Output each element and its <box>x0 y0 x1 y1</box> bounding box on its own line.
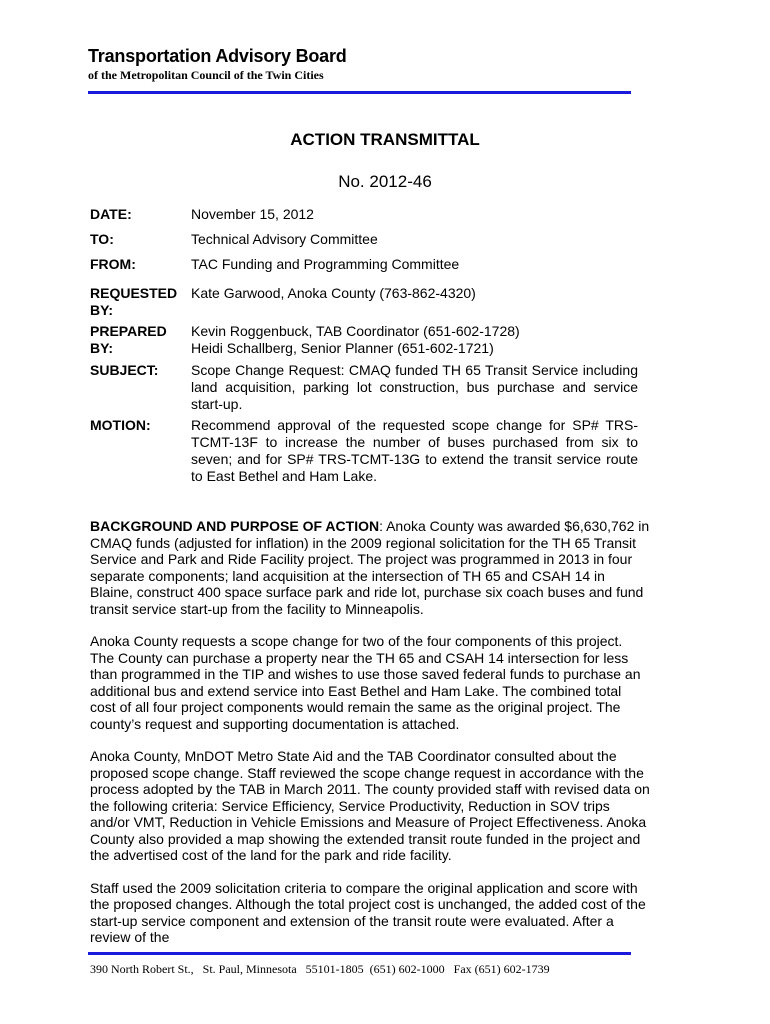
field-subject <box>90 362 638 417</box>
document-body <box>90 518 650 962</box>
transmittal-fields <box>90 206 638 485</box>
motion-label: MOTION: <box>90 417 151 433</box>
header-divider <box>88 91 631 94</box>
date-label: DATE: <box>90 206 132 222</box>
evaluation-paragraph: Staff used the 2009 solicitation criteria to compare the original application and score with the proposed changes. Although the total project cost is unchanged, the added cost of the start-up service component and extension of the transit route were evaluated. After a review of the <box>90 879 646 945</box>
field-to <box>90 231 638 256</box>
prepared-by-value-line1: Kevin Roggenbuck, TAB Coordinator (651-602-1728) <box>191 323 520 339</box>
from-value: TAC Funding and Programming Committee <box>191 256 460 272</box>
motion-value: Recommend approval of the requested scope change for SP# TRS-TCMT-13F to increase the number of buses purchased from six to seven; and for SP# TRS-TCMT-13G to extend the transit service route to East Bethel and Ham Lake. <box>191 417 638 484</box>
requested-by-label-line1: REQUESTED <box>90 285 178 301</box>
prepared-by-label <box>90 323 191 362</box>
prepared-by-label-line1: PREPARED <box>90 323 167 339</box>
footer-address: 390 North Robert St., St. Paul, Minnesota 55101-1805 (651) 602-1000 Fax (651) 602-1739 <box>90 962 550 976</box>
organization-title: Transportation Advisory Board <box>88 46 347 66</box>
background-paragraph <box>90 518 650 617</box>
field-motion <box>90 417 638 485</box>
prepared-by-label-line2: BY: <box>90 340 114 356</box>
date-value: November 15, 2012 <box>191 206 314 222</box>
subject-value: Scope Change Request: CMAQ funded TH 65 Transit Service including land acquisition, parking lot construction, bus purchase and service start-up. <box>191 362 638 412</box>
document-title: ACTION TRANSMITTAL <box>290 130 480 149</box>
background-heading: BACKGROUND AND PURPOSE OF ACTION <box>90 518 380 534</box>
letterhead <box>88 45 633 83</box>
background-text: : Anoka County was awarded $6,630,762 in CMAQ funds (adjusted for inflation) in the 2009 regional solicitation for the TH 65 Transit Service and Park and Ride Facility project. The project was programmed in 2013 in four separate components; land acquisition at the intersection of TH 65 and CSAH 14 in Blaine, construct 400 space surface park and ride lot, purchase six coach buses and fund transit service start-up from the facility to Minneapolis. <box>90 518 650 617</box>
prepared-by-value-line2: Heidi Schallberg, Senior Planner (651-602-1721) <box>191 340 494 356</box>
field-prepared-by <box>90 323 638 362</box>
organization-subtitle: of the Metropolitan Council of the Twin Cities <box>88 68 324 82</box>
to-label: TO: <box>90 231 114 247</box>
footer-divider <box>88 952 631 955</box>
subject-label: SUBJECT: <box>90 362 159 378</box>
requested-by-label <box>90 285 191 323</box>
review-paragraph: Anoka County, MnDOT Metro State Aid and the TAB Coordinator consulted about the proposed scope change. Staff reviewed the scope change request in accordance with the process adopted by the TAB in March 2011. The county provided staff with revised data on the following criteria: Service Efficiency, Service Productivity, Reduction in SOV trips and/or VMT, Reduction in Vehicle Emissions and Measure of Project Effectiveness. Anoka County also provided a map showing the extended transit route funded in the project and the advertised cost of the land for the park and ride facility. <box>90 748 650 863</box>
field-requested-by <box>90 285 638 323</box>
requested-by-value: Kate Garwood, Anoka County (763-862-4320) <box>191 285 476 301</box>
from-label: FROM: <box>90 256 136 272</box>
scope-request-paragraph: Anoka County requests a scope change for two of the four components of this project. The County can purchase a property near the TH 65 and CSAH 14 intersection for less than programmed in the TIP and wishes to use those saved federal funds to purchase an additional bus and extend service into East Bethel and Ham Lake. The combined total cost of all four project components would remain the same as the original project. The county’s request and supporting documentation is attached. <box>90 633 641 732</box>
document-number: No. 2012-46 <box>338 172 432 191</box>
field-from <box>90 256 638 285</box>
prepared-by-value <box>191 323 638 362</box>
requested-by-label-line2: BY: <box>90 302 114 318</box>
to-value: Technical Advisory Committee <box>191 231 378 247</box>
field-date <box>90 206 638 231</box>
